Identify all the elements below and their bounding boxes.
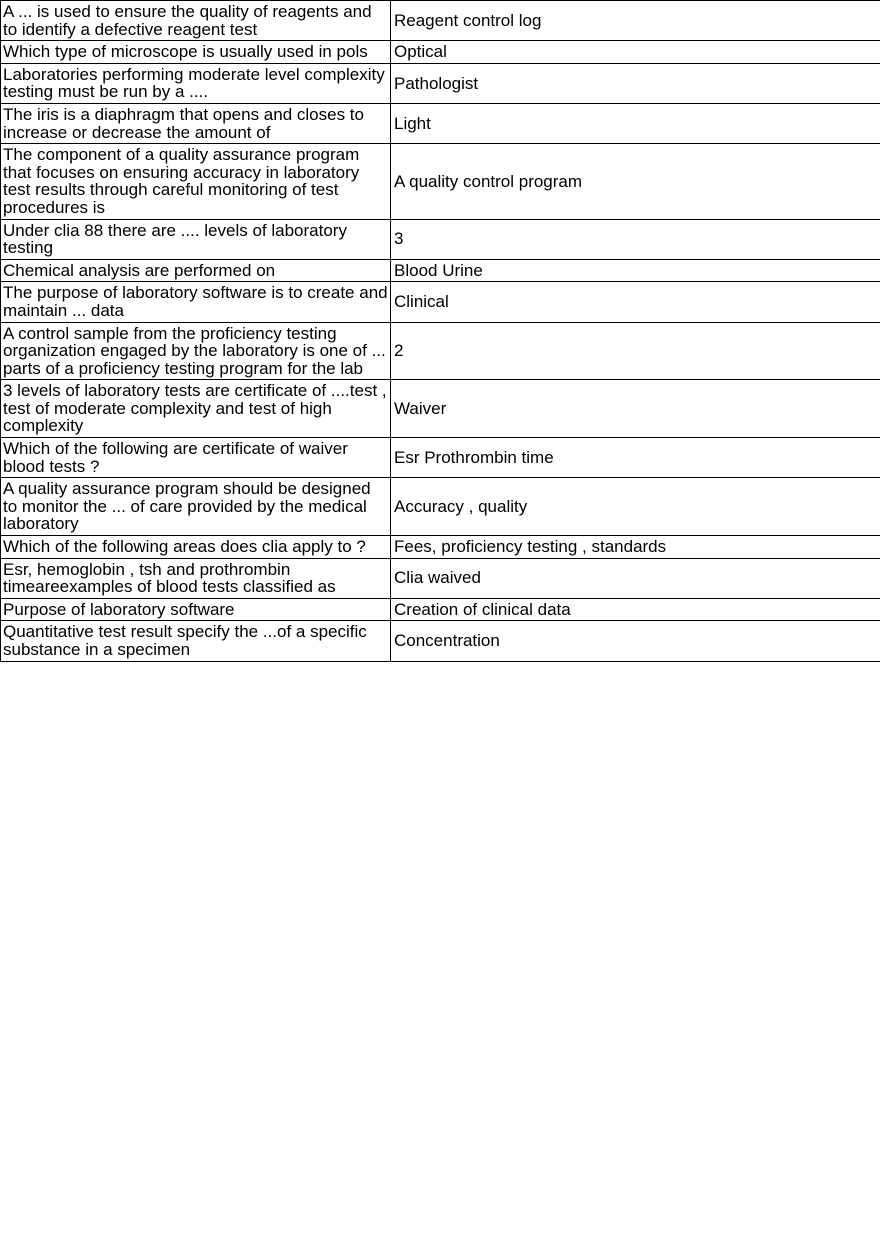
question-cell: Which of the following are certificate of waiver blood tests ? [1, 438, 391, 478]
question-cell: Under clia 88 there are .... levels of laboratory testing [1, 219, 391, 259]
table-row [1, 41, 880, 64]
question-cell: A ... is used to ensure the quality of reagents and to identify a defective reagent test [1, 1, 391, 41]
table-row [1, 63, 880, 103]
question-cell: 3 levels of laboratory tests are certificate of ....test , test of moderate complexity and test of high complexity [1, 380, 391, 438]
table-row [1, 259, 880, 282]
answer-cell: Pathologist [391, 63, 880, 103]
answer-cell: Optical [391, 41, 880, 64]
question-cell: Which of the following areas does clia apply to ? [1, 536, 391, 559]
question-cell: A control sample from the proficiency testing organization engaged by the laboratory is one of ... parts of a proficiency testing program for the lab [1, 322, 391, 380]
answer-cell: Fees, proficiency testing , standards [391, 536, 880, 559]
answer-cell: Concentration [391, 621, 880, 661]
table-row [1, 478, 880, 536]
table-row [1, 558, 880, 598]
answer-cell: 2 [391, 322, 880, 380]
answer-cell: Waiver [391, 380, 880, 438]
question-cell: Laboratories performing moderate level complexity testing must be run by a .... [1, 63, 391, 103]
answer-cell: Reagent control log [391, 1, 880, 41]
answer-cell: Clia waived [391, 558, 880, 598]
answer-cell: Accuracy , quality [391, 478, 880, 536]
answer-cell: Clinical [391, 282, 880, 322]
question-cell: The component of a quality assurance program that focuses on ensuring accuracy in laboratory test results through careful monitoring of test procedures is [1, 144, 391, 219]
table-row [1, 380, 880, 438]
table-row [1, 282, 880, 322]
question-cell: Esr, hemoglobin , tsh and prothrombin timeareexamples of blood tests classified as [1, 558, 391, 598]
question-cell: Which type of microscope is usually used in pols [1, 41, 391, 64]
answer-cell: Esr Prothrombin time [391, 438, 880, 478]
answer-cell: Blood Urine [391, 259, 880, 282]
answer-cell: A quality control program [391, 144, 880, 219]
answer-cell: Light [391, 103, 880, 143]
question-cell: Quantitative test result specify the ...of a specific substance in a specimen [1, 621, 391, 661]
question-cell: The iris is a diaphragm that opens and closes to increase or decrease the amount of [1, 103, 391, 143]
question-cell: The purpose of laboratory software is to create and maintain ... data [1, 282, 391, 322]
table-row [1, 598, 880, 621]
answer-cell: Creation of clinical data [391, 598, 880, 621]
table-row [1, 536, 880, 559]
answer-cell: 3 [391, 219, 880, 259]
table-row [1, 103, 880, 143]
table-row [1, 219, 880, 259]
table-row [1, 621, 880, 661]
question-cell: Chemical analysis are performed on [1, 259, 391, 282]
qa-table-body [1, 1, 880, 662]
table-row [1, 438, 880, 478]
table-row [1, 144, 880, 219]
question-cell: A quality assurance program should be designed to monitor the ... of care provided by the medical laboratory [1, 478, 391, 536]
question-cell: Purpose of laboratory software [1, 598, 391, 621]
table-row [1, 322, 880, 380]
table-row [1, 1, 880, 41]
